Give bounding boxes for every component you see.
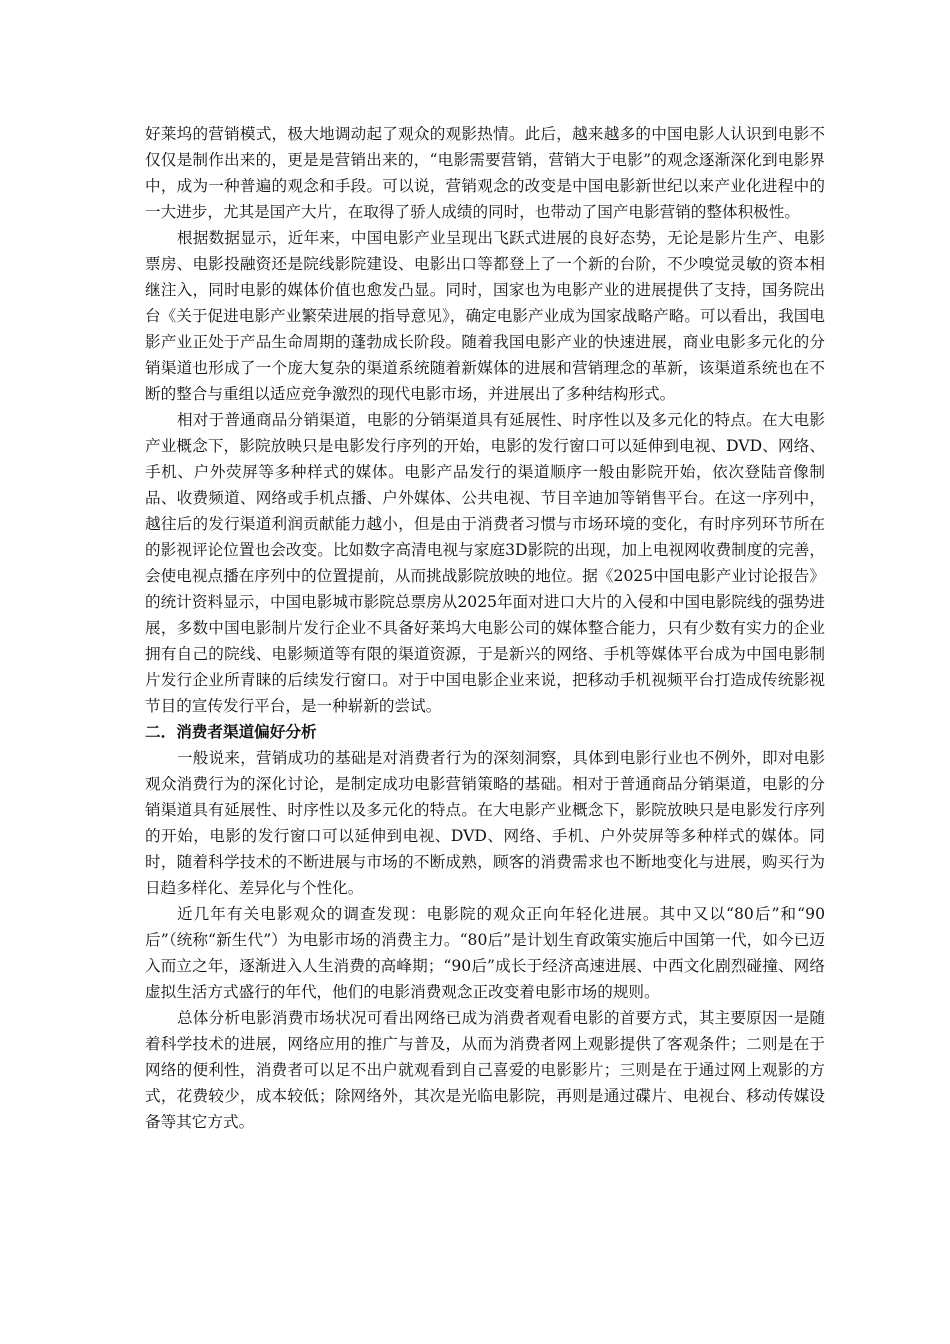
document-page xyxy=(145,121,825,1135)
body-paragraph-1: 好莱坞的营销模式，极大地调动起了观众的观影热情。此后，越来越多的中国电影人认识到电影不仅仅是制作出来的，更是是营销出来的，“电影需要营销，营销大于电影”的观念逐渐深化到电影界中，成为一种普遍的观念和手段。可以说，营销观念的改变是中国电影新世纪以来产业化进程中的一大进步，尤其是国产大片，在取得了骄人成绩的同时，也带动了国产电影营销的整体积极性。 xyxy=(145,125,825,221)
body-paragraph-2: 根据数据显示，近年来，中国电影产业呈现出飞跃式进展的良好态势，无论是影片生产、电影票房、电影投融资还是院线影院建设、电影出口等都登上了一个新的台阶，不少嗅觉灵敏的资本相继注入，同时电影的媒体价值也愈发凸显。同时，国家也为电影产业的进展提供了支持，国务院出台《关于促进电影产业繁荣进展的指导意见》，确定电影产业成为国家战略产略。可以看出，我国电影产业正处于产品生命周期的蓬勃成长阶段。随着我国电影产业的快速进展，商业电影多元化的分销渠道也形成了一个庞大复杂的渠道系统随着新媒体的进展和营销理念的革新，该渠道系统也在不断的整合与重组以适应竞争激烈的现代电影市场，并进展出了多种结构形式。 xyxy=(145,229,825,403)
section-paragraph-1: 一般说来，营销成功的基础是对消费者行为的深刻洞察，具体到电影行业也不例外，即对电影观众消费行为的深化讨论，是制定成功电影营销策略的基础。相对于普通商品分销渠道，电影的分销渠道具有延展性、时序性以及多元化的特点。在大电影产业概念下，影院放映只是电影发行序列的开始，电影的发行窗口可以延伸到电视、DVD、网络、手机、户外荧屏等多种样式的媒体。同时，随着科学技术的不断进展与市场的不断成熟，顾客的消费需求也不断地变化与进展，购买行为日趋多样化、差异化与个性化。 xyxy=(145,749,825,897)
section-paragraph-3: 总体分析电影消费市场状况可看出网络已成为消费者观看电影的首要方式，其主要原因一是随着科学技术的进展，网络应用的推广与普及，从而为消费者网上观影提供了客观条件；二则是在于网络的便利性，消费者可以足不出户就观看到自己喜爱的电影影片；三则是在于通过网上观影的方式，花费较少，成本较低；除网络外，其次是光临电影院，再则是通过碟片、电视台、移动传媒设备等其它方式。 xyxy=(145,1009,825,1131)
section-heading: 二．消费者渠道偏好分析 xyxy=(145,723,317,741)
section-paragraph-2: 近几年有关电影观众的调查发现：电影院的观众正向年轻化进展。其中又以“80后”和“90后”（统称“新生代”）为电影市场的消费主力。“80后”是计划生育政策实施后中国第一代，如今已迈入而立之年，逐渐进入人生消费的高峰期；“90后”成长于经济高速进展、中西文化剧烈碰撞、网络虚拟生活方式盛行的年代，他们的电影消费观念正改变着电影市场的规则。 xyxy=(145,905,825,1001)
body-paragraph-3: 相对于普通商品分销渠道，电影的分销渠道具有延展性、时序性以及多元化的特点。在大电影产业概念下，影院放映只是电影发行序列的开始，电影的发行窗口可以延伸到电视、DVD、网络、手机、户外荧屏等多种样式的媒体。电影产品发行的渠道顺序一般由影院开始，依次登陆音像制品、收费频道、网络或手机点播、户外媒体、公共电视、节目辛迪加等销售平台。在这一序列中，越往后的发行渠道利润贡献能力越小，但是由于消费者习惯与市场环境的变化，有时序列环节所在的影视评论位置也会改变。比如数字高清电视与家庭3D影院的出现，加上电视网收费制度的完善，会使电视点播在序列中的位置提前，从而挑战影院放映的地位。据《2025中国电影产业讨论报告》的统计资料显示，中国电影城市影院总票房从2025年面对进口大片的入侵和中国电影院线的强势进展，多数中国电影制片发行企业不具备好莱坞大电影公司的媒体整合能力，只有少数有实力的企业拥有自己的院线、电影频道等有限的渠道资源，于是新兴的网络、手机等媒体平台成为中国电影制片发行企业所青睐的后续发行窗口。对于中国电影企业来说，把移动手机视频平台打造成传统影视节目的宣传发行平台，是一种崭新的尝试。 xyxy=(145,411,825,715)
